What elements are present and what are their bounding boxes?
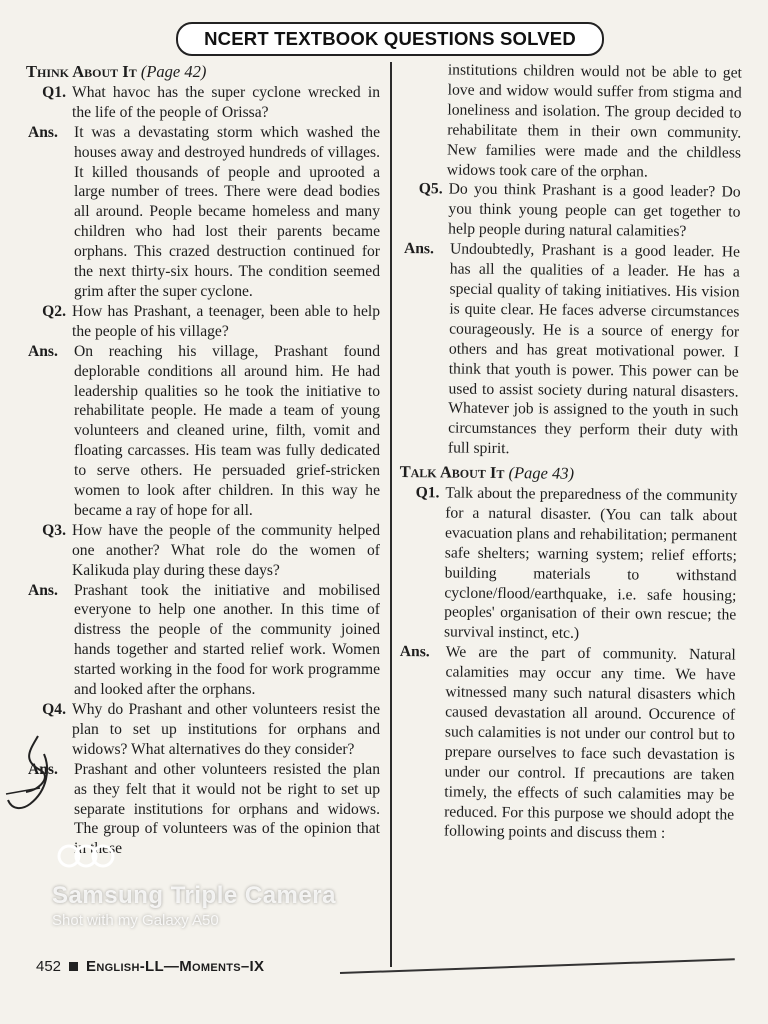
answer-text: We are the part of community. Natural calamities may occur any time. We have witnessed many such natural disasters which caused devastation all around. Occurence of such calamities is not under our control but to prepare ourselves to face such devastation is under our control. If precautions are taken timely, the effects of such calamities may be reduced. For this purpose we should adopt the following points and discuss them :	[443, 643, 736, 843]
answer-text: Undoubtedly, Prashant is a good leader. He has all the qualities of a leader. He has a special quality of taking initiatives. His vision is quite clear. He faces adverse circumstances courageously. He is a source of energy for others and has great motivational power. I think that youth is power. This power can be used to assist society during natural disasters. Whatever job is assigned to the youth in such circumstances they perform their duty with full spirit.	[447, 240, 741, 458]
answer-item	[396, 642, 736, 845]
answer-text: On reaching his village, Prashant found deplorable conditions all around him. He had leadership qualities so he took the initiative to rehabilitate people. He made a team of young volunteers and cleaned urine, filth, vomit and floating carcasses. His team was fully dedicated to serve others. He persuaded grief-stricken women to look after children. In this way he became a ray of hope for all.	[74, 342, 380, 519]
question-item	[26, 83, 380, 123]
question-text: Why do Prashant and other volunteers resist the plan to set up institutions for orphans and widows? What alternatives do they consider?	[72, 701, 380, 758]
camera-watermark	[52, 882, 336, 929]
question-text: Talk about the preparedness of the community for a natural disaster. (You can talk about evacuation plans and rehabilitation; permanent safe shelters; warning system; relief efforts; building materials to withstand cyclone/flood/earthquake, i.e. safe housing; peoples' organisation of their own rescue; the survival instinct, etc.)	[443, 484, 738, 643]
question-item	[26, 700, 380, 760]
banner-title: NCERT TEXTBOOK QUESTIONS SOLVED	[204, 28, 576, 49]
section-title: Talk About It	[399, 462, 505, 483]
question-item	[26, 302, 380, 342]
page-number: 452	[36, 958, 62, 975]
answer-continuation: institutions children would not be able to get love and widow would suffer from stigma and loneliness and isolation. The group decided to rehabilitate them in their own community. New families were made and the childless widows took care of the orphan.	[446, 61, 742, 181]
question-text: What havoc has the super cyclone wrecked in the life of the people of Orissa?	[72, 83, 380, 121]
section-heading	[400, 462, 738, 485]
question-number: Q1.	[415, 484, 440, 502]
answer-text: It was a devastating storm which washed the houses away and destroyed hundreds of villages. It killed thousands of people and uprooted a large number of trees. There were dead bodies all around. People became homeless and many children who had lost their parents became orphans. This crazed destruction continued for the next thirty-six hours. The condition seemed grim after the super cyclone.	[74, 123, 380, 300]
question-number: Q5.	[418, 180, 443, 198]
question-item	[398, 483, 738, 646]
question-number: Q3.	[42, 521, 66, 539]
page-footer	[36, 958, 356, 975]
camera-logo-icon	[56, 843, 116, 874]
page-banner	[176, 22, 604, 56]
answer-text: Prashant took the initiative and mobilised everyone to help one another. In this time of distress the people of the community joined hands together and started relief work. Women started working in the food for work programme and looked after the orphans.	[74, 581, 380, 699]
answer-item	[26, 581, 380, 700]
answer-label: Ans.	[403, 240, 435, 258]
watermark-title: Samsung Triple Camera	[52, 882, 336, 909]
answer-label: Ans.	[399, 643, 430, 661]
question-text: How has Prashant, a teenager, been able to help the people of his village?	[72, 302, 380, 340]
watermark-subtitle: Shot with my Galaxy A50	[52, 912, 219, 929]
qa-list	[396, 483, 738, 845]
question-number: Q1.	[42, 83, 66, 101]
section-heading	[26, 62, 380, 82]
answer-item	[400, 239, 740, 461]
question-text: Do you think Prashant is a good leader? Do you think young people can get together to help people during natural calamities?	[448, 180, 741, 241]
section-title: Think About It	[26, 62, 137, 81]
section-page-ref: (Page 42)	[140, 62, 207, 81]
question-item	[26, 521, 380, 581]
question-number: Q2.	[42, 302, 66, 320]
square-bullet-icon	[69, 962, 78, 971]
question-text: How have the people of the community helped one another? What role do the women of Kalikuda play during these days?	[72, 521, 380, 579]
footer-rule	[340, 958, 735, 974]
question-item	[402, 179, 741, 242]
answer-item	[26, 123, 380, 302]
section-page-ref: (Page 43)	[508, 463, 575, 483]
qa-list	[400, 179, 741, 461]
qa-list	[26, 83, 380, 859]
left-column	[26, 60, 380, 859]
answer-text: Prashant and other volunteers resisted the plan as they felt that it would not be right to set up separate institutions for orphans and widows. The group of volunteers was of the opinion that in these	[74, 760, 380, 858]
answer-item	[26, 342, 380, 521]
book-title: English-LL—Moments–IX	[86, 958, 265, 975]
answer-label: Ans.	[28, 760, 58, 778]
answer-label: Ans.	[28, 581, 58, 599]
pen-scribble-icon	[0, 730, 60, 820]
answer-label: Ans.	[28, 123, 58, 141]
right-column	[396, 60, 742, 845]
column-divider	[390, 62, 392, 967]
answer-label: Ans.	[28, 342, 58, 360]
question-number: Q4.	[42, 701, 66, 718]
